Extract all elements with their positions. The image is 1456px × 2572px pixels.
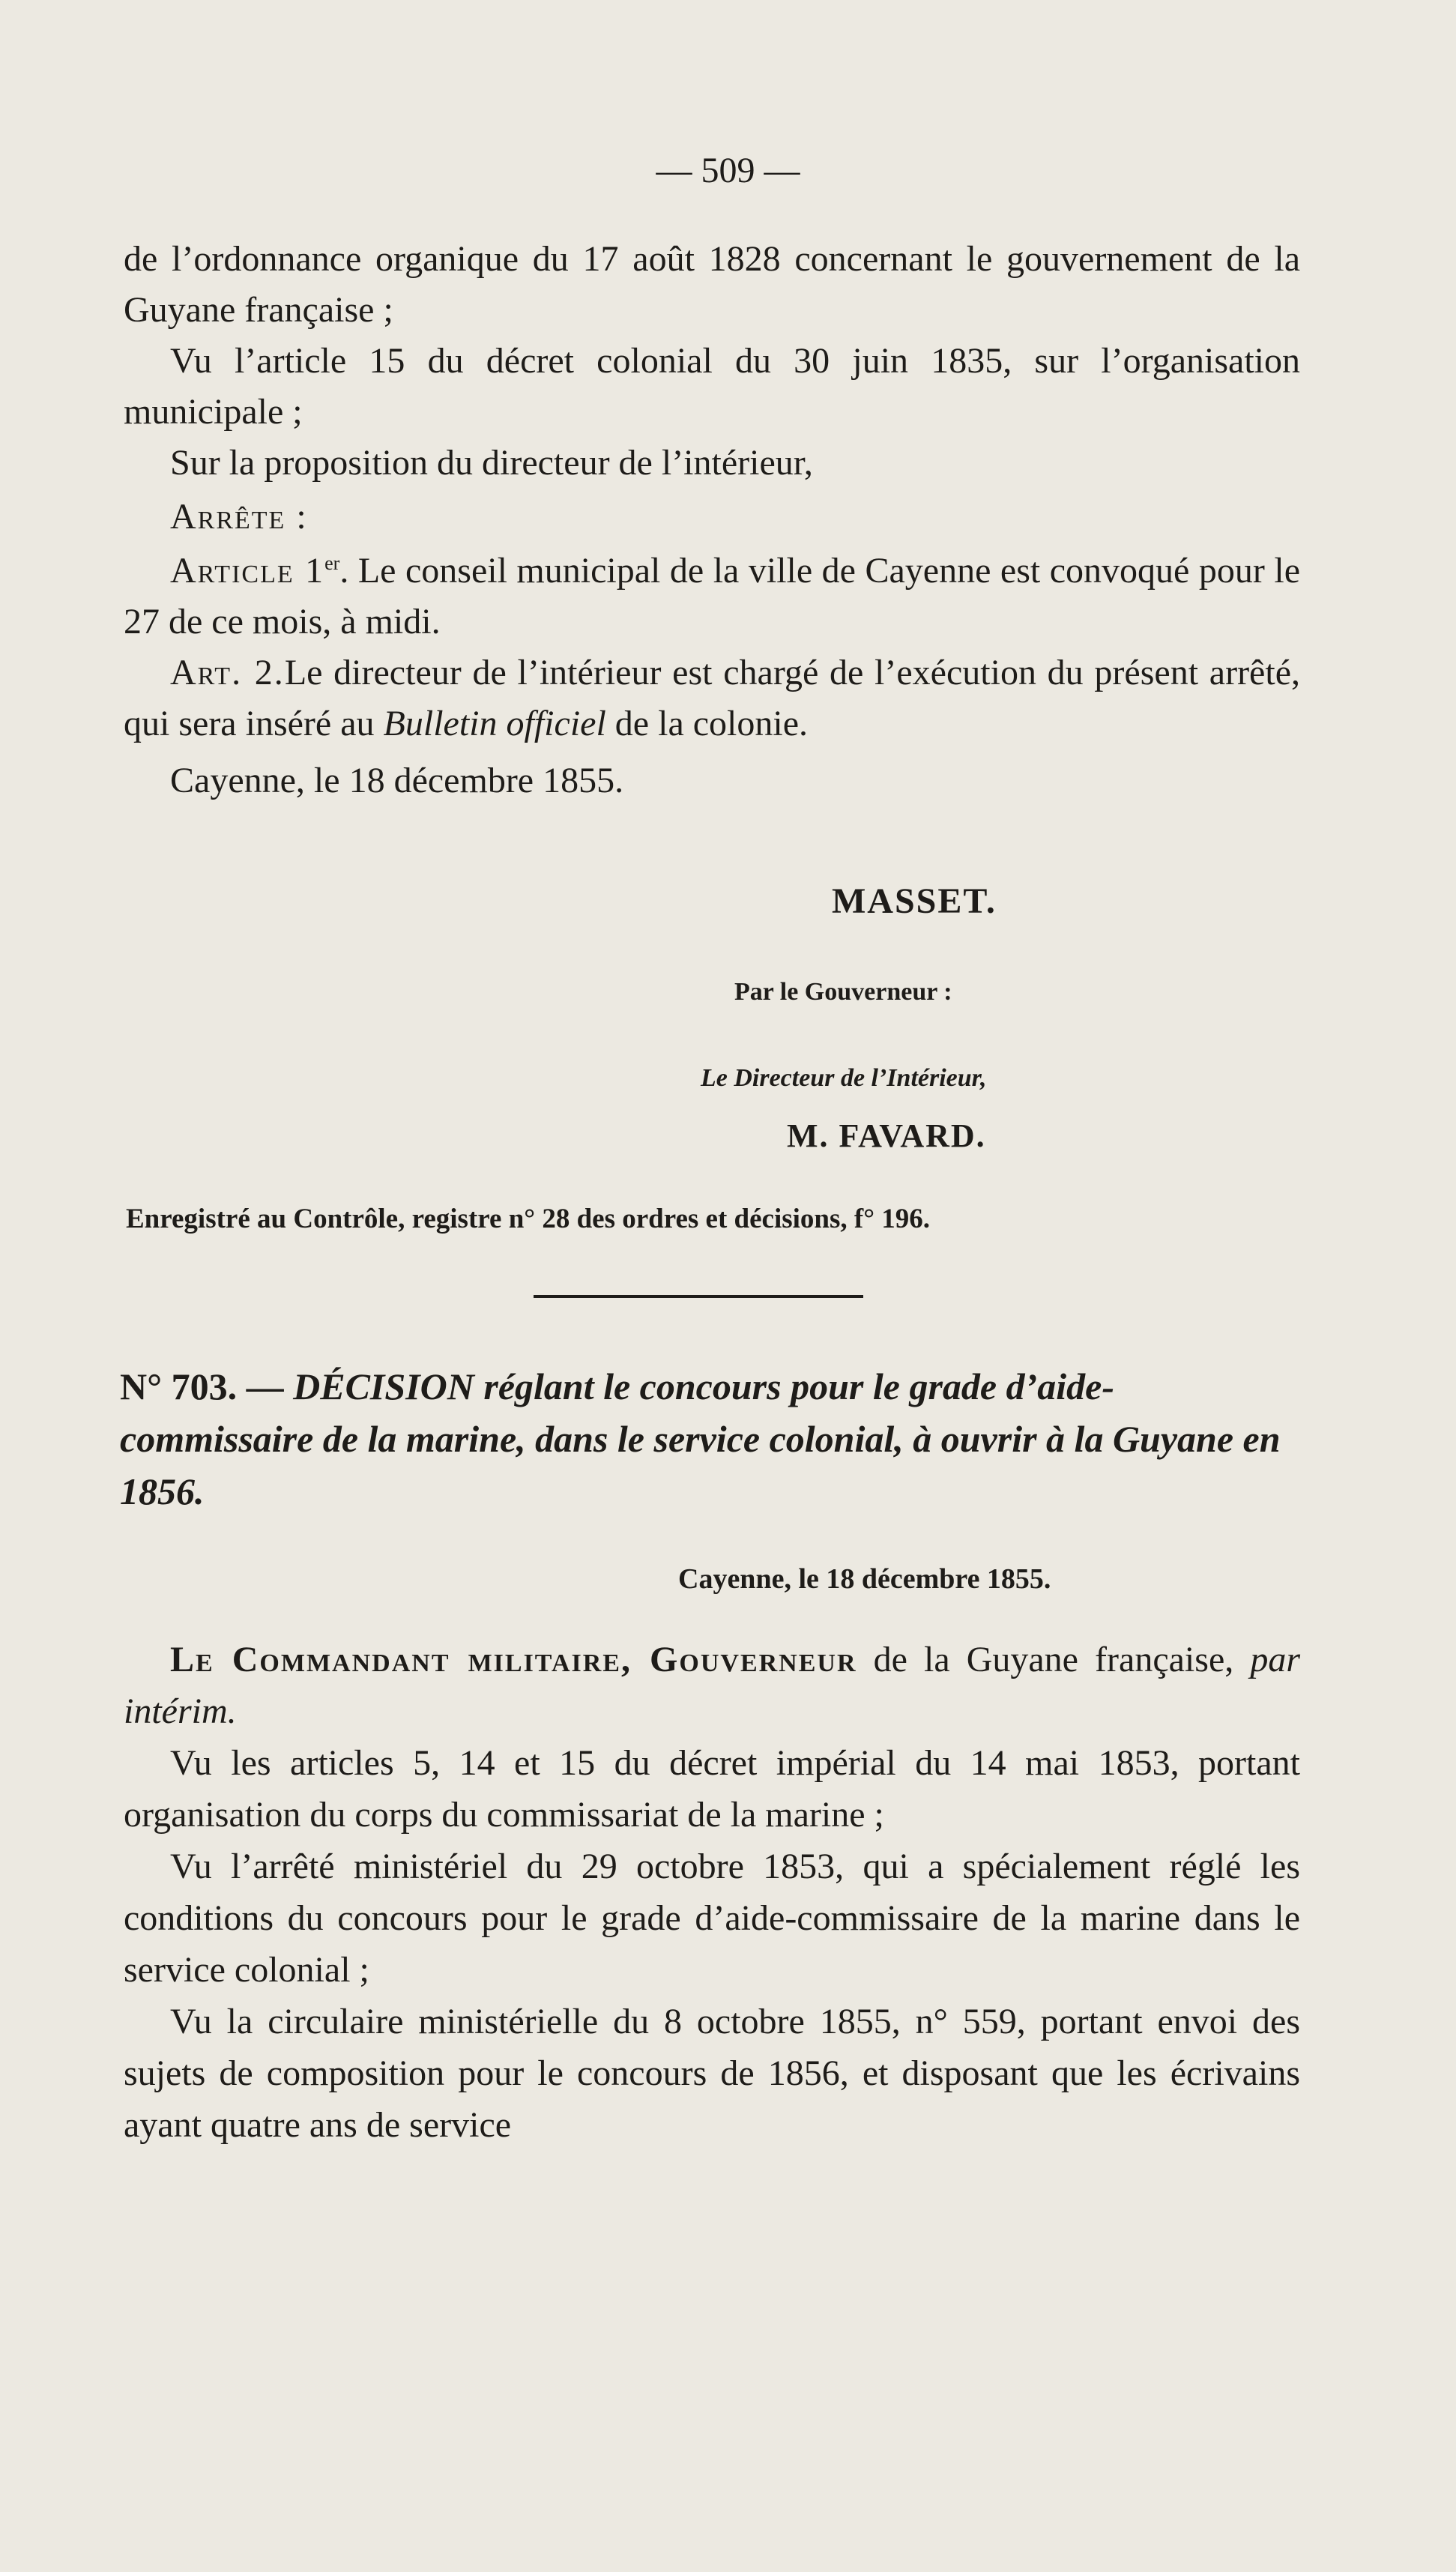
article-1 — [124, 546, 1300, 647]
decision-number: N° 703. — — [120, 1365, 294, 1407]
date-cayenne-2: Cayenne, le 18 décembre 1855. — [678, 1563, 1051, 1595]
paragraph-proposition: Sur la proposition du directeur de l’intérieur, — [170, 443, 813, 483]
par-le-gouverneur: Par le Gouverneur : — [734, 978, 952, 1006]
article-2-text-a: Le directeur de l’intérieur est chargé de l’exécution du présent arrêté, qui sera inséré au — [124, 653, 1300, 743]
article-2-label: Art. 2. — [170, 653, 285, 692]
decision-heading — [120, 1360, 1304, 1518]
bulletin-officiel: Bulletin officiel — [383, 704, 606, 743]
article-2-text-b: de la colonie. — [605, 704, 809, 743]
article-1-text: . Le conseil municipal de la ville de Cayenne est convoqué pour le 27 de ce mois, à midi. — [124, 551, 1301, 642]
commandant-label: Le Commandant militaire, Gouverneur — [170, 1640, 857, 1679]
decision-title: DÉCISION réglant le concours pour le grade d’aide-commissaire de la marine, dans le service colonial, à ouvrir à la Guyane en 1856. — [120, 1365, 1281, 1512]
signatory-favard: M. FAVARD. — [787, 1117, 986, 1154]
article-2 — [124, 647, 1300, 749]
section-divider — [534, 1295, 863, 1298]
article-1-sup: er — [324, 552, 340, 574]
arrete-heading: Arrête : — [170, 497, 308, 537]
paragraph-arrete-ministeriel: Vu l’arrêté ministériel du 29 octobre 1853, qui a spécialement réglé les conditions du concours pour le grade d’aide-commissaire de la marine dans le service colonial ; — [124, 1847, 1300, 1990]
date-cayenne-1: Cayenne, le 18 décembre 1855. — [170, 761, 624, 800]
arrete-body — [124, 234, 1300, 806]
par-interim: par intérim. — [124, 1640, 1301, 1731]
commandant-paragraph — [124, 1634, 1300, 1737]
directeur-interieur: Le Directeur de l’Intérieur, — [701, 1064, 987, 1092]
paragraph-article-15: Vu l’article 15 du décret colonial du 30 juin 1835, sur l’organisation municipale ; — [124, 341, 1300, 432]
paragraph-ordonnance: de l’ordonnance organique du 17 août 1828 concernant le gouvernement de la Guyane française ; — [124, 239, 1300, 330]
paragraph-decret-imperial: Vu les articles 5, 14 et 15 du décret impérial du 14 mai 1853, portant organisation du corps du commissariat de la marine ; — [124, 1743, 1300, 1835]
commandant-rest: de la Guyane française, — [857, 1640, 1251, 1679]
page-number: — 509 — — [656, 151, 800, 190]
paragraph-circulaire: Vu la circulaire ministérielle du 8 octobre 1855, n° 559, portant envoi des sujets de composition pour le concours de 1856, et disposant que les écrivains ayant quatre ans de service — [124, 2002, 1300, 2145]
article-1-label: Article 1 — [170, 551, 325, 591]
enregistrement-note: Enregistré au Contrôle, registre n° 28 des ordres et décisions, f° 196. — [126, 1204, 931, 1234]
signatory-masset: MASSET. — [832, 881, 997, 921]
decision-body — [124, 1634, 1300, 2151]
